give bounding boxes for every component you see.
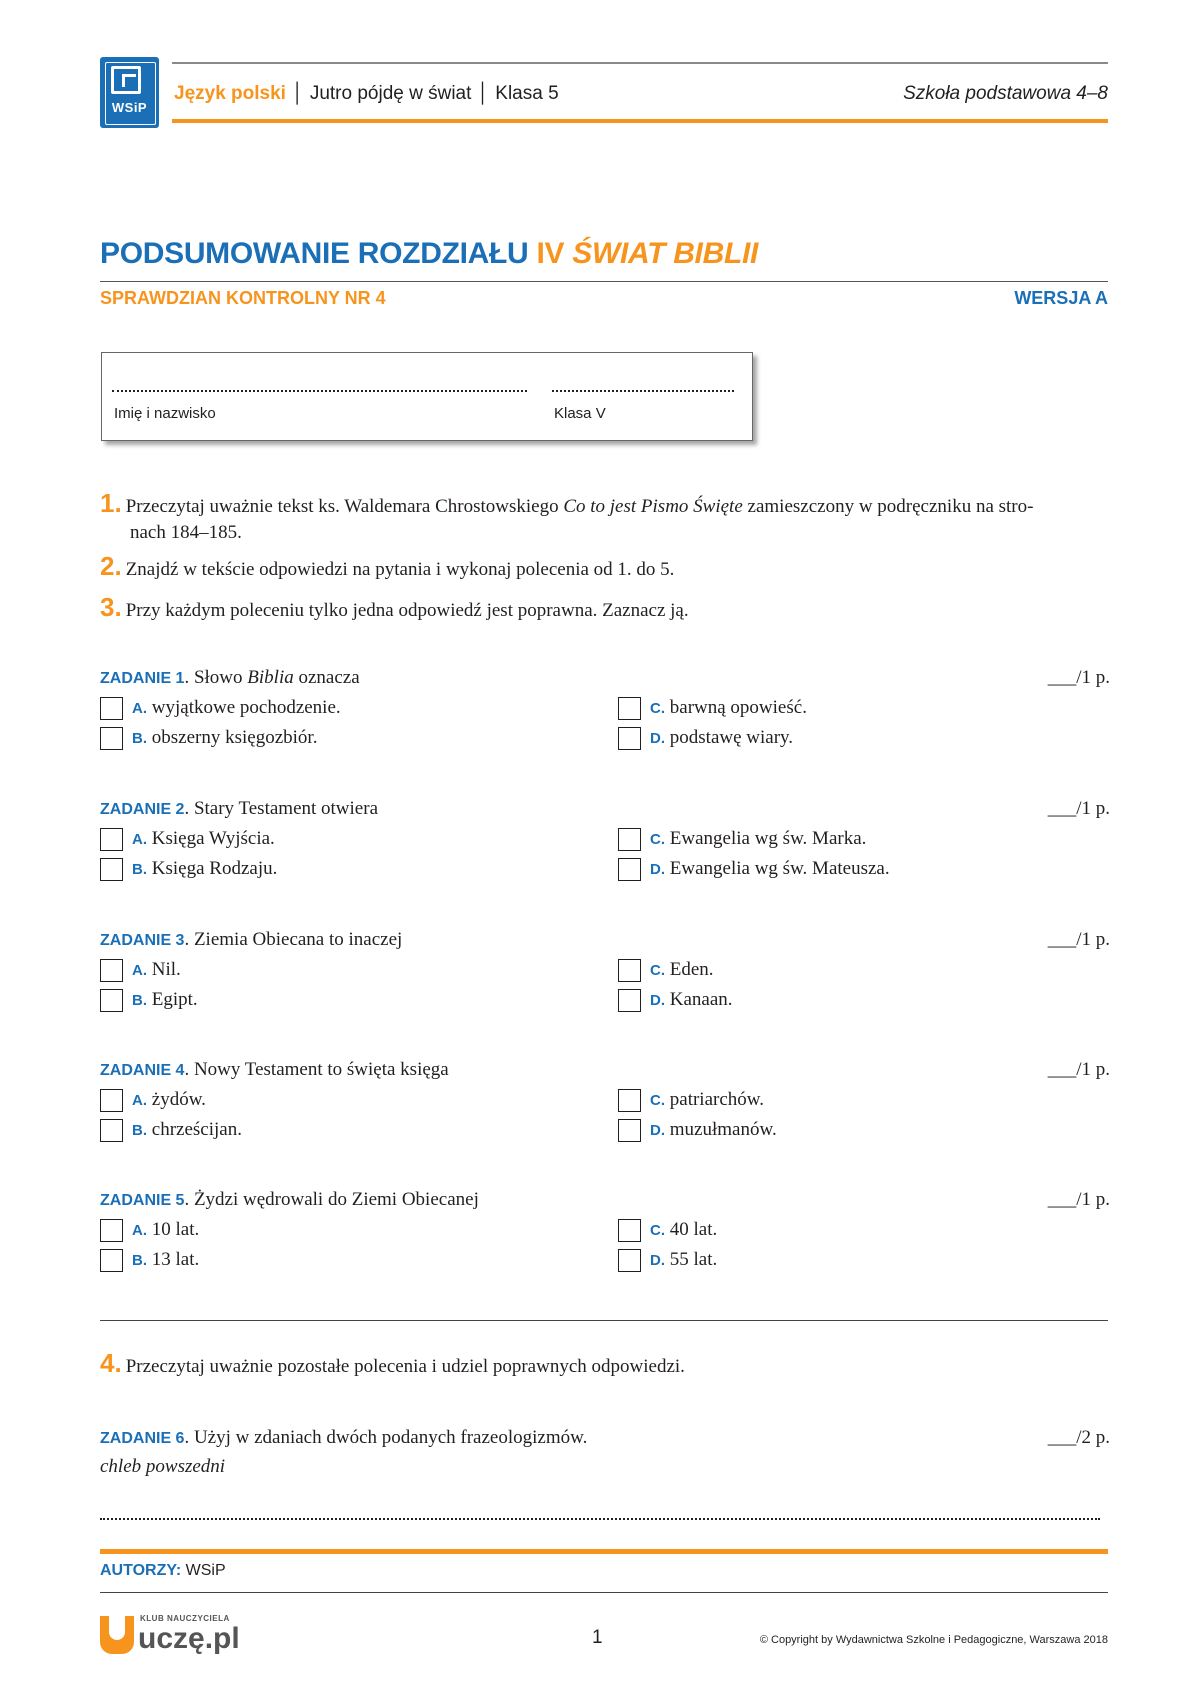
task-question bbox=[100, 929, 402, 951]
option-text: 10 lat. bbox=[151, 1219, 200, 1240]
header-separator: │ bbox=[291, 83, 304, 104]
instruction-3 bbox=[100, 594, 1110, 624]
option-d[interactable] bbox=[618, 1119, 777, 1142]
option-c[interactable] bbox=[618, 828, 866, 851]
option-text: Eden. bbox=[669, 959, 714, 980]
option-b[interactable] bbox=[100, 1249, 199, 1272]
option-b[interactable] bbox=[100, 727, 317, 750]
checkbox[interactable] bbox=[100, 959, 123, 982]
option-letter: A bbox=[132, 700, 143, 717]
authors-value: WSiP bbox=[185, 1562, 226, 1579]
title-chapter: IV bbox=[536, 237, 565, 270]
instruction-text: zamieszczony w podręczniku na stro- bbox=[742, 496, 1034, 517]
instruction-number: 3. bbox=[100, 592, 122, 622]
checkbox[interactable] bbox=[618, 1089, 641, 1112]
checkbox[interactable] bbox=[100, 858, 123, 881]
task-points: ___/1 p. bbox=[1047, 667, 1110, 688]
task-points: ___/2 p. bbox=[1047, 1427, 1110, 1448]
option-letter: D bbox=[650, 730, 661, 747]
class-label: Klasa V bbox=[554, 405, 606, 422]
option-text: 13 lat. bbox=[151, 1249, 200, 1270]
option-text: muzułmanów. bbox=[669, 1119, 777, 1140]
option-a[interactable] bbox=[100, 828, 275, 851]
option-letter-dot: . bbox=[142, 831, 148, 848]
checkbox[interactable] bbox=[100, 727, 123, 750]
name-label: Imię i nazwisko bbox=[114, 405, 216, 422]
logo-mark-inner-icon bbox=[122, 74, 136, 87]
task-label-dot: . bbox=[184, 929, 194, 950]
task-2 bbox=[100, 798, 1110, 888]
option-letter: C bbox=[650, 700, 661, 717]
option-letter-dot: . bbox=[142, 1122, 148, 1139]
option-letter-dot: . bbox=[142, 1092, 148, 1109]
option-letter: B bbox=[132, 730, 143, 747]
option-letter: D bbox=[650, 1252, 661, 1269]
option-letter-dot: . bbox=[142, 992, 148, 1009]
header-top-rule bbox=[172, 62, 1108, 64]
instruction-number: 1. bbox=[100, 488, 122, 518]
option-letter-dot: . bbox=[142, 861, 148, 878]
header-separator: │ bbox=[477, 83, 490, 104]
checkbox[interactable] bbox=[100, 1249, 123, 1272]
option-d[interactable] bbox=[618, 989, 733, 1012]
option-c[interactable] bbox=[618, 697, 807, 720]
option-d[interactable] bbox=[618, 727, 793, 750]
option-text: Ewangelia wg św. Marka. bbox=[669, 828, 867, 849]
option-letter: D bbox=[650, 861, 661, 878]
task-question-text: Użyj w zdaniach dwóch podanych frazeologizmów. bbox=[193, 1427, 588, 1448]
task-points: ___/1 p. bbox=[1047, 1059, 1110, 1080]
option-letter-dot: . bbox=[142, 700, 148, 717]
task-question-text: Nowy Testament to święta księga bbox=[193, 1059, 449, 1080]
instruction-1 bbox=[100, 490, 1110, 546]
option-letter-dot: . bbox=[660, 1222, 666, 1239]
ucze-logo-text: uczę.pl bbox=[138, 1622, 240, 1655]
option-text: Ewangelia wg św. Mateusza. bbox=[669, 858, 890, 879]
option-letter: C bbox=[650, 831, 661, 848]
option-letter: A bbox=[132, 1092, 143, 1109]
option-text: 40 lat. bbox=[669, 1219, 718, 1240]
checkbox[interactable] bbox=[618, 727, 641, 750]
answer-line[interactable] bbox=[100, 1518, 1100, 1520]
phrase: chleb powszedni bbox=[100, 1456, 226, 1477]
test-version: WERSJA A bbox=[1014, 288, 1108, 308]
task-question-text: oznacza bbox=[293, 667, 360, 688]
header-series: Jutro pójdę w świat bbox=[309, 83, 472, 104]
option-d[interactable] bbox=[618, 858, 890, 881]
option-letter-dot: . bbox=[660, 1122, 666, 1139]
option-text: Nil. bbox=[151, 959, 181, 980]
header-breadcrumb bbox=[174, 83, 559, 105]
option-b[interactable] bbox=[100, 1119, 242, 1142]
task-label-dot: . bbox=[184, 667, 194, 688]
ucze-logo bbox=[100, 1612, 250, 1658]
instruction-continuation: nach 184–185. bbox=[130, 522, 242, 543]
checkbox[interactable] bbox=[618, 1119, 641, 1142]
task-question bbox=[100, 798, 378, 820]
instruction-number: 4. bbox=[100, 1348, 122, 1378]
task-label: ZADANIE 6 bbox=[100, 1430, 185, 1447]
option-b[interactable] bbox=[100, 989, 198, 1012]
copyright: © Copyright by Wydawnictwa Szkolne i Pedagogiczne, Warszawa 2018 bbox=[759, 1634, 1108, 1646]
task-3 bbox=[100, 929, 1110, 1019]
option-letter-dot: . bbox=[660, 730, 666, 747]
instruction-4 bbox=[100, 1350, 1110, 1380]
option-a[interactable] bbox=[100, 1219, 199, 1242]
option-letter: D bbox=[650, 1122, 661, 1139]
option-letter: C bbox=[650, 962, 661, 979]
option-letter: B bbox=[132, 1122, 143, 1139]
task-question bbox=[100, 1189, 479, 1211]
checkbox[interactable] bbox=[618, 1219, 641, 1242]
checkbox[interactable] bbox=[100, 1089, 123, 1112]
option-letter-dot: . bbox=[660, 1252, 666, 1269]
option-text: Kanaan. bbox=[669, 989, 733, 1010]
option-letter: C bbox=[650, 1222, 661, 1239]
task-question-text: Żydzi wędrowali do Ziemi Obiecanej bbox=[193, 1189, 479, 1210]
task-question-text: Stary Testament otwiera bbox=[193, 798, 378, 819]
ucze-logo-small-text: KLUB NAUCZYCIELA bbox=[140, 1614, 230, 1623]
checkbox[interactable] bbox=[100, 1119, 123, 1142]
option-letter: B bbox=[132, 1252, 143, 1269]
footer-orange-rule bbox=[100, 1549, 1108, 1554]
task-question-text: Ziemia Obiecana to inaczej bbox=[193, 929, 403, 950]
option-letter-dot: . bbox=[660, 700, 666, 717]
option-letter-dot: . bbox=[660, 962, 666, 979]
checkbox[interactable] bbox=[100, 697, 123, 720]
task-label: ZADANIE 4 bbox=[100, 1062, 185, 1079]
option-letter: A bbox=[132, 1222, 143, 1239]
task-1 bbox=[100, 667, 1110, 757]
task-question bbox=[100, 1059, 449, 1081]
title-main: PODSUMOWANIE ROZDZIAŁU bbox=[100, 237, 529, 270]
option-letter-dot: . bbox=[660, 831, 666, 848]
section-divider bbox=[100, 1320, 1108, 1321]
option-letter: C bbox=[650, 1092, 661, 1109]
authors bbox=[100, 1562, 226, 1580]
page-title bbox=[100, 237, 758, 271]
option-letter: D bbox=[650, 992, 661, 1009]
checkbox[interactable] bbox=[618, 989, 641, 1012]
option-a[interactable] bbox=[100, 1089, 206, 1112]
instruction-book-title: Co to jest Pismo Święte bbox=[563, 496, 743, 517]
option-a[interactable] bbox=[100, 697, 341, 720]
wsip-logo bbox=[100, 57, 159, 128]
checkbox[interactable] bbox=[618, 858, 641, 881]
task-5 bbox=[100, 1189, 1110, 1279]
header-school: Szkoła podstawowa 4–8 bbox=[903, 83, 1108, 104]
authors-label: AUTORZY: bbox=[100, 1562, 182, 1579]
task-question bbox=[100, 667, 360, 689]
task-question-text: Słowo bbox=[193, 667, 248, 688]
option-c[interactable] bbox=[618, 1219, 717, 1242]
task-4 bbox=[100, 1059, 1110, 1149]
option-text: 55 lat. bbox=[669, 1249, 718, 1270]
option-text: żydów. bbox=[151, 1089, 206, 1110]
task-label: ZADANIE 1 bbox=[100, 670, 185, 687]
option-letter-dot: . bbox=[660, 861, 666, 878]
option-c[interactable] bbox=[618, 959, 714, 982]
option-text: Egipt. bbox=[151, 989, 198, 1010]
option-d[interactable] bbox=[618, 1249, 717, 1272]
student-info-box bbox=[101, 352, 753, 441]
option-text: patriarchów. bbox=[669, 1089, 765, 1110]
header-orange-rule bbox=[172, 119, 1108, 123]
task-label: ZADANIE 2 bbox=[100, 801, 185, 818]
footer-rule bbox=[100, 1592, 1108, 1593]
option-letter-dot: . bbox=[142, 962, 148, 979]
option-text: chrześcijan. bbox=[151, 1119, 242, 1140]
task-label: ZADANIE 5 bbox=[100, 1192, 185, 1209]
task-question bbox=[100, 1427, 587, 1449]
instruction-text: Przeczytaj uważnie pozostałe polecenia i udziel poprawnych odpowiedzi. bbox=[125, 1356, 685, 1377]
option-text: wyjątkowe pochodzenie. bbox=[151, 697, 341, 718]
option-text: Księga Rodzaju. bbox=[151, 858, 278, 879]
test-subtitle: SPRAWDZIAN KONTROLNY NR 4 bbox=[100, 288, 386, 308]
option-letter-dot: . bbox=[142, 1252, 148, 1269]
task-points: ___/1 p. bbox=[1047, 798, 1110, 819]
option-c[interactable] bbox=[618, 1089, 764, 1112]
task-label-dot: . bbox=[184, 798, 194, 819]
task-points: ___/1 p. bbox=[1047, 929, 1110, 950]
checkbox[interactable] bbox=[618, 697, 641, 720]
task-6 bbox=[100, 1427, 1110, 1487]
instruction-text: Przeczytaj uważnie tekst ks. Waldemara Chrostowskiego bbox=[125, 496, 564, 517]
option-b[interactable] bbox=[100, 858, 277, 881]
checkbox[interactable] bbox=[618, 828, 641, 851]
option-letter: A bbox=[132, 831, 143, 848]
checkbox[interactable] bbox=[100, 989, 123, 1012]
option-letter-dot: . bbox=[142, 1222, 148, 1239]
instruction-number: 2. bbox=[100, 551, 122, 581]
option-letter: B bbox=[132, 861, 143, 878]
option-text: obszerny księgozbiór. bbox=[151, 727, 318, 748]
option-a[interactable] bbox=[100, 959, 181, 982]
header-subject: Język polski bbox=[174, 83, 286, 104]
checkbox[interactable] bbox=[618, 1249, 641, 1272]
task-question-italic: Biblia bbox=[247, 667, 294, 688]
option-letter-dot: . bbox=[660, 1092, 666, 1109]
checkbox[interactable] bbox=[100, 1219, 123, 1242]
instruction-text: Znajdź w tekście odpowiedzi na pytania i wykonaj polecenia od 1. do 5. bbox=[125, 559, 675, 580]
title-chapter-name: ŚWIAT BIBLII bbox=[572, 237, 759, 270]
instruction-text: Przy każdym poleceniu tylko jedna odpowiedź jest poprawna. Zaznacz ją. bbox=[125, 600, 689, 621]
option-text: podstawę wiary. bbox=[669, 727, 794, 748]
checkbox[interactable] bbox=[618, 959, 641, 982]
option-letter-dot: . bbox=[142, 730, 148, 747]
logo-text: WSiP bbox=[111, 100, 148, 115]
option-text: Księga Wyjścia. bbox=[151, 828, 275, 849]
header-grade: Klasa 5 bbox=[495, 83, 559, 104]
task-points: ___/1 p. bbox=[1047, 1189, 1110, 1210]
option-letter-dot: . bbox=[660, 992, 666, 1009]
instruction-2 bbox=[100, 553, 1110, 583]
option-text: barwną opowieść. bbox=[669, 697, 807, 718]
task-label-dot: . bbox=[184, 1059, 194, 1080]
task-label: ZADANIE 3 bbox=[100, 932, 185, 949]
task-label-dot: . bbox=[184, 1189, 194, 1210]
title-rule bbox=[100, 281, 1108, 282]
name-field[interactable] bbox=[112, 390, 527, 392]
option-letter: A bbox=[132, 962, 143, 979]
class-field[interactable] bbox=[552, 390, 734, 392]
option-letter: B bbox=[132, 992, 143, 1009]
checkbox[interactable] bbox=[100, 828, 123, 851]
page-number: 1 bbox=[592, 1627, 603, 1648]
task-label-dot: . bbox=[184, 1427, 194, 1448]
ucze-u-icon bbox=[100, 1616, 134, 1654]
